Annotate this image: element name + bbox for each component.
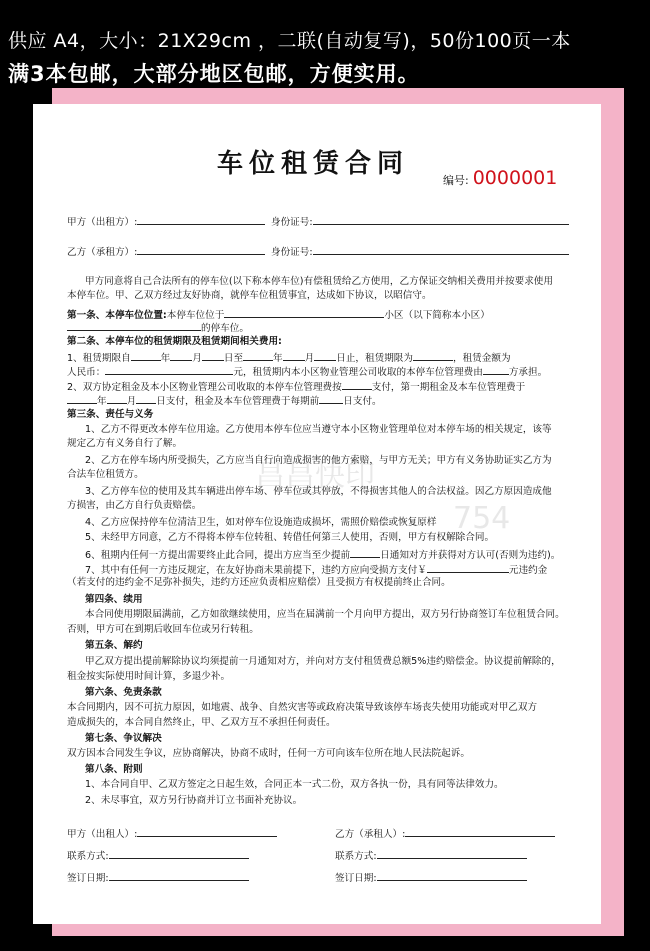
lessee-name-field[interactable]: [137, 244, 265, 255]
serial-number: 0000001: [472, 167, 558, 189]
text: 2、双方协定租金及本小区物业管理公司收取的本停车位管理费按: [67, 382, 342, 393]
article-5-line-2: 租金按实际使用时间计算，多退少补。: [67, 671, 231, 682]
sign-lessee-label: 乙方（承租人）:: [335, 829, 406, 840]
first-pay-month-field[interactable]: [107, 393, 127, 404]
text: 元，租赁期内本小区物业管理公司收取的本停车位管理费由: [233, 367, 483, 378]
article-3-item-5: 5、未经甲方同意，乙方不得将本停车位转租、转借任何第三人使用，否则，甲方有权解除合同。: [85, 532, 495, 543]
article-4-line-2: 否则，甲方可在到期后收回车位或另行转租。: [67, 624, 259, 635]
article-1-text-2: 小区（以下简称本小区）: [384, 310, 490, 321]
watermark-text: 昌昌快印: [255, 459, 375, 494]
article-3-item-2-line-1: 2、乙方在停车场内所受损失，乙方应当自行向造成损害的他方索赔，与甲方无关；甲方有义务协助证实乙方为: [85, 455, 552, 466]
serial-label: 编号:: [443, 174, 469, 187]
location-field[interactable]: [224, 307, 384, 318]
lessor-label: 甲方（出租方）:: [67, 217, 138, 228]
date-right-row: [335, 870, 527, 885]
article-4-heading: 第四条、续用: [85, 594, 143, 605]
sign-lessee-field[interactable]: [405, 826, 555, 837]
lessee-row: [67, 244, 265, 259]
space-number-field[interactable]: [67, 320, 201, 331]
article-7-line-1: 双方因本合同发生争议，应协商解决，协商不成时，任何一方可向该车位所在地人民法院起诉。: [67, 748, 470, 759]
lessee-label: 乙方（承租方）:: [67, 247, 138, 258]
article-8-item-1: 1、本合同自甲、乙双方签定之日起生效，合同正本一式二份，双方各执一份，具有同等法律效力。: [85, 779, 504, 790]
text: 方承担。: [508, 367, 548, 378]
start-year-field[interactable]: [131, 350, 161, 361]
article-1-line-2: [67, 320, 249, 335]
article-6-line-1: 本合同期内，因不可抗力原因，如地震、战争、自然灾害等或政府决策导致该停车场丧失使用功能或对甲乙双方: [67, 702, 538, 713]
article-3-heading: 第三条、责任与义务: [67, 409, 154, 420]
article-3-item-2-line-2: 合法车位租赁方。: [67, 469, 144, 480]
sign-lessor-label: 甲方（出租人）:: [67, 829, 138, 840]
lessor-id-row: [271, 214, 569, 229]
contact-left-row: [67, 848, 249, 863]
article-2-item-2-line-2: [67, 393, 382, 408]
contact-left-label: 联系方式:: [67, 851, 109, 862]
text: 日通知对方并获得对方认可(否则为违约)。: [380, 550, 561, 561]
article-4-line-1: 本合同使用期限届满前，乙方如欲继续使用，应当在届满前一个月向甲方提出，双方另行协商签订车位租赁合同。: [85, 609, 565, 620]
lease-term-field[interactable]: [413, 350, 453, 361]
contact-right-field[interactable]: [377, 848, 527, 859]
text: 年: [97, 396, 107, 407]
first-pay-year-field[interactable]: [67, 393, 97, 404]
lessee-id-label: 身份证号:: [271, 247, 313, 258]
text: 人民币：: [67, 367, 106, 378]
banner-line-1: 供应 A4，大小：21X29cm ，二联(自动复写)，50份100页一本: [8, 30, 571, 52]
article-2-item-1-line-2: [67, 364, 547, 379]
penalty-amount-field[interactable]: [427, 562, 509, 573]
text: 7、其中有任何一方违反规定，在友好协商未果前提下，违约方应向受损方支付￥: [85, 565, 427, 576]
text: 1、租赁期限自: [67, 353, 131, 364]
text: 月: [192, 353, 202, 364]
date-right-label: 签订日期:: [335, 873, 377, 884]
article-6-line-2: 造成损失的，本合同自然终止，甲、乙双方互不承担任何责任。: [67, 717, 336, 728]
text: ，租赁金额为: [452, 353, 511, 364]
fee-payer-field[interactable]: [483, 364, 509, 375]
end-day-field[interactable]: [314, 350, 336, 361]
serial-number-block: [443, 167, 558, 189]
start-day-field[interactable]: [202, 350, 224, 361]
sign-lessor-field[interactable]: [137, 826, 277, 837]
date-right-field[interactable]: [377, 870, 527, 881]
article-3-item-3-line-2: 方损害，由乙方自行负责赔偿。: [67, 500, 202, 511]
text: 年: [273, 353, 283, 364]
lessor-name-field[interactable]: [137, 214, 265, 225]
contact-right-label: 联系方式:: [335, 851, 377, 862]
lessor-id-field[interactable]: [313, 214, 569, 225]
lessor-row: [67, 214, 265, 229]
contact-right-row: [335, 848, 527, 863]
article-3-item-4: 4、乙方应保持停车位清洁卫生，如对停车位设施造成损坏，需照价赔偿或恢复原样: [85, 517, 437, 528]
text: 月: [304, 353, 315, 364]
contact-left-field[interactable]: [109, 848, 249, 859]
article-5-heading: 第五条、解约: [85, 640, 143, 651]
text: 6、租期内任何一方提出需要终止此合同，提出方应当至少提前: [85, 550, 351, 561]
article-3-item-3-line-1: 3、乙方停车位的使用及其车辆进出停车场、停车位或其停放，不得损害其他人的合法权益。因乙方原因造成他: [85, 486, 552, 497]
end-month-field[interactable]: [283, 350, 305, 361]
article-2-item-2-line-1: [67, 379, 525, 394]
article-2-item-1-line-1: [67, 350, 511, 365]
article-3-item-1-line-1: 1、乙方不得更改本停车位用途。乙方使用本停车位应当遵守本小区物业管理单位对本停车场的相关规定，该等: [85, 424, 552, 435]
page-title: 车位租赁合同: [217, 149, 410, 179]
sign-lessee-row: [335, 826, 555, 841]
text: 日至: [223, 353, 244, 364]
date-left-field[interactable]: [109, 870, 249, 881]
article-1-text-3: 的停车位。: [201, 323, 249, 334]
article-8-item-2: 2、未尽事宜，双方另行协商并订立书面补充协议。: [85, 795, 303, 806]
date-left-row: [67, 870, 249, 885]
intro-line-1: 甲方同意将自己合法所有的停车位(以下称本停车位)有偿租赁给乙方使用，乙方保证交纳相关费用并按要求使用: [85, 276, 553, 287]
article-3-item-6: [85, 547, 560, 562]
article-3-item-1-line-2: 规定乙方有义务自行了解。: [67, 438, 183, 449]
text: 日止，租赁期限为: [336, 353, 413, 364]
article-3-item-7-line-1: [85, 562, 547, 577]
text: 日支付，租金及本车位管理费于每期前: [156, 396, 320, 407]
article-2-heading: 第二条、本停车位的租赁期限及租赁期间相关费用:: [67, 336, 282, 347]
date-left-label: 签订日期:: [67, 873, 109, 884]
article-1-heading: 第一条、本停车位位置:: [67, 310, 167, 321]
text: 元违约金: [508, 565, 548, 576]
sign-lessor-row: [67, 826, 277, 841]
first-pay-day-field[interactable]: [136, 393, 156, 404]
payment-cycle-field[interactable]: [342, 379, 372, 390]
article-5-line-1: 甲乙双方提出提前解除协议均须提前一月通知对方，并向对方支付租赁费总额5%违约赔偿金。协议提前解除的，: [85, 656, 561, 667]
article-3-item-7-line-2: （若支付的违约金不足弥补损失，违约方还应负责相应赔偿）且受损方有权提前终止合同。: [67, 577, 451, 588]
rent-amount-field[interactable]: [105, 364, 233, 375]
intro-line-2: 本停车位。甲、乙双方经过友好协商，就停车位租赁事宜，达成如下协议，以昭信守。: [67, 290, 432, 301]
text: 年: [160, 353, 171, 364]
lessee-id-row: [271, 244, 569, 259]
article-6-heading: 第六条、免责条款: [85, 687, 162, 698]
article-1-text: 本停车位位于: [166, 310, 225, 321]
text: 月: [126, 396, 137, 407]
advance-days-field[interactable]: [319, 393, 343, 404]
article-8-heading: 第八条、附则: [85, 764, 143, 775]
lessee-id-field[interactable]: [313, 244, 569, 255]
banner-line-2: 满3本包邮，大部分地区包邮，方便实用。: [8, 62, 420, 86]
article-7-heading: 第七条、争议解决: [85, 733, 162, 744]
contract-page: [33, 104, 601, 924]
notice-days-field[interactable]: [350, 547, 380, 558]
text: 支付，第一期租金及本车位管理费于: [371, 382, 526, 393]
text: 日支付。: [343, 396, 382, 407]
start-month-field[interactable]: [170, 350, 192, 361]
watermark-number: 754: [453, 501, 511, 536]
lessor-id-label: 身份证号:: [271, 217, 313, 228]
end-year-field[interactable]: [243, 350, 273, 361]
